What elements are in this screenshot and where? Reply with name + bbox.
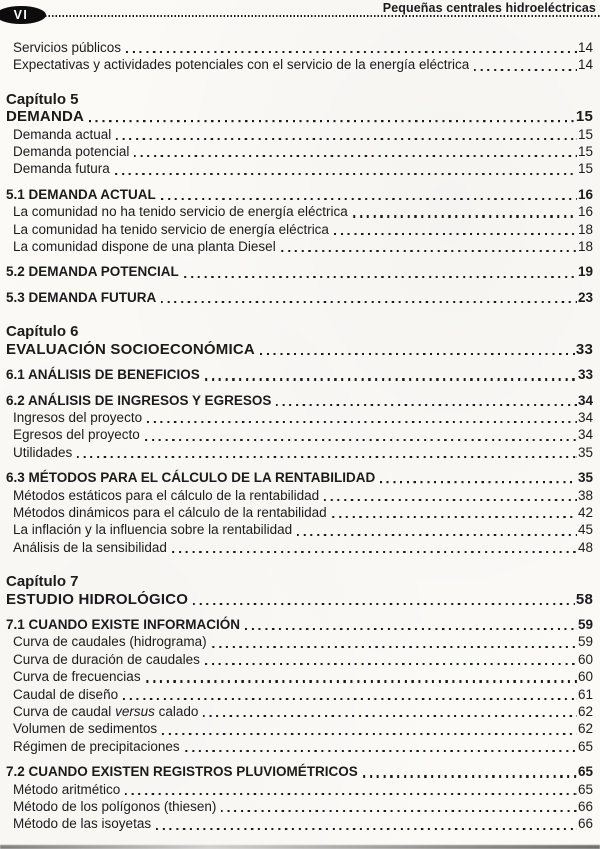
toc-entry-page: 15 — [575, 108, 593, 126]
page-number-roman: VI — [13, 8, 29, 22]
toc-entry-page: 18 — [577, 239, 593, 255]
toc-entry-label: Método aritmético — [13, 781, 121, 797]
toc-entry-page: 65 — [577, 764, 593, 780]
dot-leader — [245, 628, 577, 630]
toc-entry-page: 34 — [577, 427, 593, 443]
dot-leader — [363, 775, 577, 777]
toc-entry-label: Métodos dinámicos para el cálculo de la rentabilidad — [13, 504, 327, 520]
toc-entry — [6, 720, 593, 737]
toc-entry — [6, 341, 593, 358]
toc-entry — [6, 39, 593, 56]
dot-leader — [161, 301, 577, 303]
toc-entry — [6, 686, 593, 703]
dot-leader — [260, 353, 575, 355]
dot-leader — [353, 215, 577, 217]
dot-leader — [123, 698, 577, 700]
running-title: Pequeñas centrales hidroeléctricas — [382, 1, 596, 15]
toc-entry — [6, 703, 593, 720]
toc-entry — [6, 289, 593, 306]
toc-entry-page: 60 — [577, 669, 593, 685]
toc-entry — [6, 126, 593, 143]
toc-entry-label: Utilidades — [13, 444, 73, 460]
table-of-contents — [6, 39, 593, 833]
page-number-badge — [0, 6, 46, 24]
toc-entry — [6, 444, 593, 461]
toc-entry — [6, 108, 593, 125]
toc-entry-label: EVALUACIÓN SOCIOECONÓMICA — [6, 340, 255, 358]
toc-entry — [6, 521, 593, 538]
toc-entry — [6, 781, 593, 798]
toc-entry — [6, 504, 593, 521]
scan-bottom-edge — [0, 845, 600, 849]
toc-entry-page: 60 — [577, 651, 593, 667]
toc-entry-label: Método de los polígonos (thiesen) — [13, 799, 217, 815]
dot-leader — [115, 173, 577, 175]
toc-entry-page: 14 — [577, 57, 593, 73]
dot-leader — [145, 439, 577, 441]
toc-entry-label: ESTUDIO HIDROLÓGICO — [6, 590, 189, 608]
toc-entry-page: 34 — [577, 409, 593, 425]
toc-entry-label: Servicios públicos — [13, 40, 122, 55]
chapter-label: Capítulo 5 — [6, 90, 79, 108]
toc-group — [6, 186, 593, 256]
toc-entry — [6, 633, 593, 650]
toc-entry-label: 5.1 DEMANDA ACTUAL — [6, 186, 156, 202]
dot-leader — [221, 810, 577, 812]
toc-entry — [6, 651, 593, 668]
toc-entry — [6, 815, 593, 832]
toc-entry-page: 33 — [577, 367, 593, 383]
dot-leader — [203, 715, 577, 717]
toc-entry — [6, 738, 593, 755]
toc-group — [6, 323, 593, 358]
toc-entry — [6, 56, 593, 73]
toc-entry-page: 38 — [577, 487, 593, 503]
dot-leader — [161, 198, 577, 200]
toc-entry — [6, 668, 593, 685]
dot-leader — [297, 534, 577, 536]
toc-entry-page: 59 — [577, 616, 593, 632]
toc-entry — [6, 591, 593, 608]
toc-entry — [6, 143, 593, 160]
toc-entry-label: Régimen de precipitaciones — [13, 738, 180, 754]
chapter-label: Capítulo 6 — [6, 323, 79, 341]
toc-entry-label: Volumen de sedimentos — [13, 721, 158, 737]
toc-entry-label: La inflación y la influencia sobre la rentabilidad — [13, 522, 293, 538]
toc-entry-label: 5.3 DEMANDA FUTURA — [6, 289, 157, 305]
toc-group — [6, 366, 593, 383]
toc-entry-label: 6.2 ANÁLISIS DE INGRESOS Y EGRESOS — [6, 392, 272, 408]
toc-entry-label: Ingresos del proyecto — [13, 409, 143, 425]
toc-group — [6, 469, 593, 556]
dot-leader — [156, 828, 577, 830]
toc-entry-page: 66 — [577, 799, 593, 815]
toc-entry-label: 6.3 MÉTODOS PARA EL CÁLCULO DE LA RENTABILIDAD — [6, 470, 376, 486]
toc-entry-label: Demanda futura — [13, 161, 110, 177]
toc-entry-page: 14 — [577, 40, 593, 55]
toc-entry — [6, 469, 593, 486]
toc-entry-label: La comunidad dispone de una planta Diesel — [13, 239, 276, 255]
toc-entry-page: 42 — [577, 504, 593, 520]
dot-leader — [281, 250, 577, 252]
header-dotted-rule — [38, 15, 600, 17]
toc-entry — [6, 221, 593, 238]
toc-entry-page: 35 — [577, 444, 593, 460]
toc-entry-label: Caudal de diseño — [13, 686, 119, 702]
toc-entry-label: Curva de caudal versus calado — [13, 704, 199, 719]
dot-leader — [116, 138, 577, 140]
toc-entry — [6, 487, 593, 504]
toc-entry-page: 33 — [575, 340, 593, 358]
toc-group — [6, 91, 593, 178]
toc-entry-page: 61 — [577, 686, 593, 702]
toc-entry-page: 35 — [577, 470, 593, 486]
toc-entry — [6, 616, 593, 633]
chapter-label: Capítulo 7 — [6, 573, 79, 591]
dot-leader — [193, 603, 575, 605]
toc-entry-page: 15 — [577, 161, 593, 177]
toc-entry — [6, 238, 593, 255]
toc-entry-page: 34 — [577, 392, 593, 408]
dot-leader — [334, 233, 577, 235]
toc-entry-page: 23 — [577, 289, 593, 305]
dot-leader — [205, 378, 577, 380]
toc-entry-page: 45 — [577, 522, 593, 538]
toc-entry-label: 7.2 CUANDO EXISTEN REGISTROS PLUVIOMÉTRICOS — [6, 764, 358, 780]
dot-leader — [134, 155, 577, 157]
toc-entry-label: Demanda actual — [13, 126, 112, 142]
dot-leader — [162, 733, 577, 735]
toc-entry-page: 62 — [577, 704, 593, 719]
toc-entry-label: La comunidad no ha tenido servicio de energía eléctrica — [13, 204, 348, 220]
toc-entry-page: 15 — [577, 144, 593, 160]
toc-entry-page: 66 — [577, 816, 593, 832]
toc-entry — [6, 186, 593, 203]
toc-entry — [6, 392, 593, 409]
toc-group — [6, 289, 593, 306]
dot-leader — [126, 51, 577, 53]
toc-entry-label: Egresos del proyecto — [13, 427, 140, 443]
toc-entry — [6, 409, 593, 426]
toc-entry-label: Curva de caudales (hidrograma) — [13, 634, 207, 650]
toc-entry — [6, 160, 593, 177]
dot-leader — [205, 663, 577, 665]
toc-entry — [6, 763, 593, 780]
toc-entry-page: 59 — [577, 634, 593, 650]
toc-entry-page: 58 — [575, 590, 593, 608]
dot-leader — [332, 516, 577, 518]
dot-leader — [172, 551, 577, 553]
toc-entry-page: 48 — [577, 539, 593, 555]
toc-entry-page: 65 — [577, 781, 593, 797]
toc-entry — [6, 539, 593, 556]
toc-entry-label: La comunidad ha tenido servicio de energía eléctrica — [13, 221, 329, 237]
dot-leader — [77, 456, 577, 458]
dot-leader — [184, 276, 577, 278]
toc-entry-label: Métodos estáticos para el cálculo de la rentabilidad — [13, 487, 320, 503]
toc-entry-page: 16 — [577, 186, 593, 202]
toc-group — [6, 616, 593, 755]
toc-entry — [6, 263, 593, 280]
toc-group — [6, 392, 593, 462]
toc-entry-page: 15 — [577, 126, 593, 142]
toc-entry-label: 6.1 ANÁLISIS DE BENEFICIOS — [6, 367, 200, 383]
dot-leader — [212, 646, 577, 648]
dot-leader — [324, 499, 577, 501]
toc-entry-page: 62 — [577, 721, 593, 737]
toc-entry-page: 65 — [577, 738, 593, 754]
toc-entry — [6, 366, 593, 383]
toc-entry-page: 19 — [577, 264, 593, 280]
toc-entry-label: Método de las isoyetas — [13, 816, 152, 832]
dot-leader — [146, 680, 577, 682]
toc-entry-label: Curva de frecuencias — [13, 669, 141, 685]
dot-leader — [380, 481, 577, 483]
toc-entry-label: DEMANDA — [6, 108, 85, 126]
dot-leader — [474, 69, 577, 71]
dot-leader — [89, 120, 575, 122]
page-header — [0, 0, 600, 26]
toc-entry — [6, 798, 593, 815]
dot-leader — [276, 404, 577, 406]
toc-entry-label: 7.1 CUANDO EXISTE INFORMACIÓN — [6, 616, 241, 632]
toc-entry-label: Análisis de la sensibilidad — [13, 539, 167, 555]
toc-group — [6, 763, 593, 833]
toc-entry-label: 5.2 DEMANDA POTENCIAL — [6, 264, 179, 280]
toc-entry-label: Expectativas y actividades potenciales con el servicio de la energía eléctrica — [13, 57, 470, 73]
toc-group — [6, 263, 593, 280]
dot-leader — [185, 750, 577, 752]
toc-entry-label: Demanda potencial — [13, 144, 130, 160]
toc-entry-page: 18 — [577, 221, 593, 237]
dot-leader — [147, 421, 577, 423]
toc-group — [6, 573, 593, 608]
toc-entry-label: Curva de duración de caudales — [13, 651, 200, 667]
toc-entry-page: 16 — [577, 204, 593, 220]
toc-entry — [6, 426, 593, 443]
dot-leader — [125, 793, 577, 795]
toc-entry — [6, 203, 593, 220]
toc-group — [6, 39, 593, 74]
